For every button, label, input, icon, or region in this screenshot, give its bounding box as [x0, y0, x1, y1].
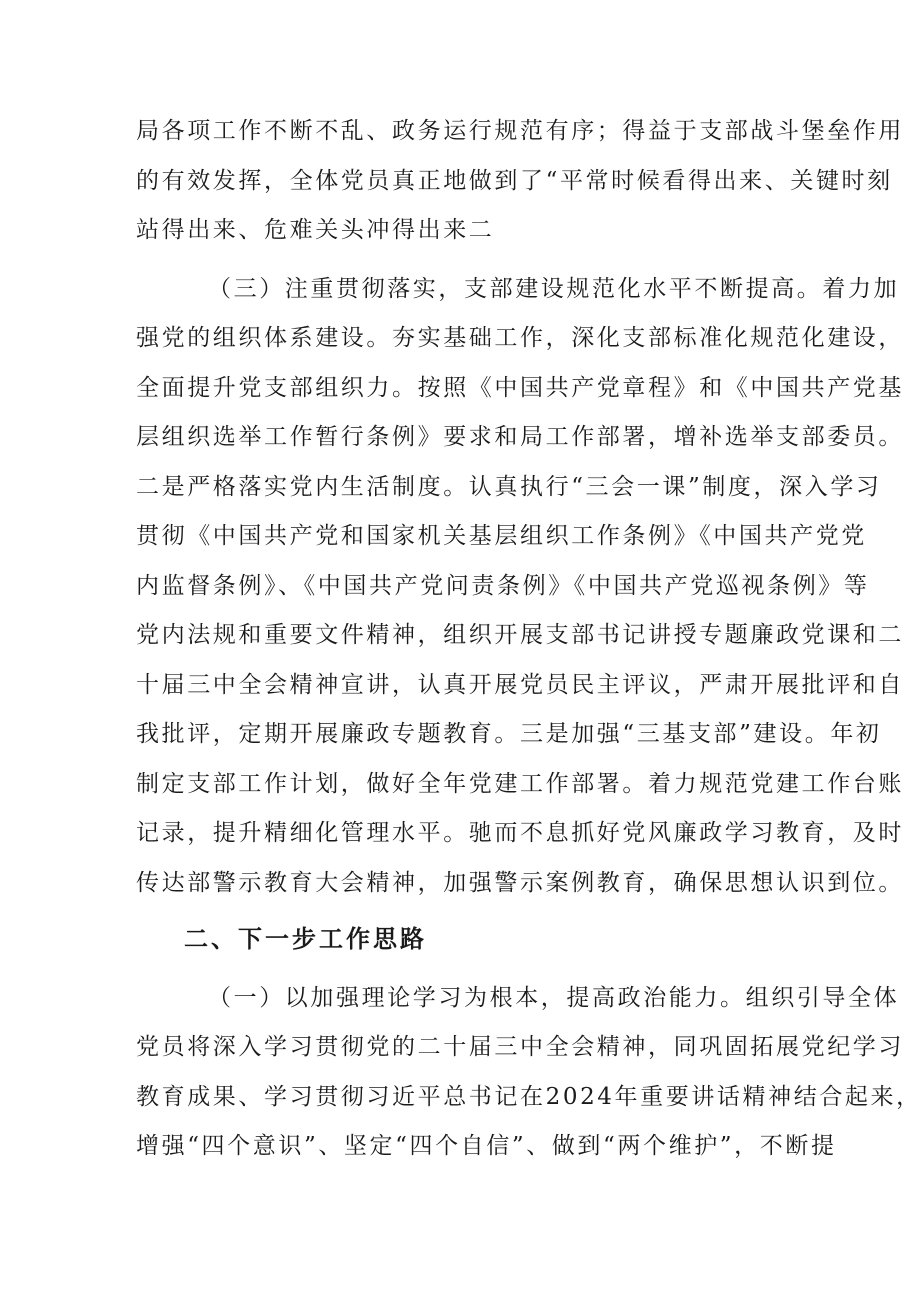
paragraph-line: 站得出来、危难关头冲得出来二 [136, 217, 495, 243]
paragraph-line: 内监督条例》、《中国共产党问责条例》《中国共产党巡视条例》等 [136, 573, 870, 599]
paragraph-line: 的有效发挥，全体党员真正地做到了“平常时候看得出来、关键时刻 [136, 168, 893, 194]
paragraph-line: 传达部警示教育大会精神，加强警示案例教育，确保思想认识到位。 [136, 870, 904, 896]
paragraph-line: （一）以加强理论学习为根本，提高政治能力。组织引导全体 [208, 985, 900, 1011]
paragraph-line: 强党的组织体系建设。夯实基础工作，深化支部标准化规范化建设， [136, 325, 904, 351]
paragraph-line: 全面提升党支部组织力。按照《中国共产党章程》和《中国共产党基 [136, 375, 904, 401]
paragraph-line: 我批评，定期开展廉政专题教育。三是加强“三基支部”建设。年初 [136, 721, 882, 747]
paragraph-line: 层组织选举工作暂行条例》要求和局工作部署，增补选举支部委员。 [136, 424, 904, 450]
paragraph-line: （三）注重贯彻落实，支部建设规范化水平不断提高。着力加 [208, 276, 900, 302]
paragraph-line: 党内法规和重要文件精神，组织开展支部书记讲授专题廉政党课和二 [136, 622, 904, 648]
paragraph-line: 教育成果、学习贯彻习近平总书记在2024年重要讲话精神结合起来， [136, 1084, 922, 1110]
paragraph-line: 十届三中全会精神宣讲，认真开展党员民主评议，严肃开展批评和自 [136, 672, 904, 698]
section-heading: 二、下一步工作思路 [184, 925, 427, 953]
paragraph-line: 增强“四个意识”、坚定“四个自信”、做到“两个维护”，不断提 [136, 1133, 837, 1159]
paragraph-line: 记录，提升精细化管理水平。驰而不息抓好党风廉政学习教育，及时 [136, 820, 904, 846]
paragraph-line: 制定支部工作计划，做好全年党建工作部署。着力规范党建工作台账 [136, 771, 904, 797]
paragraph-line: 党员将深入学习贯彻党的二十届三中全会精神，同巩固拓展党纪学习 [136, 1034, 904, 1060]
paragraph-line: 局各项工作不断不乱、政务运行规范有序；得益于支部战斗堡垒作用 [136, 118, 904, 144]
paragraph-line: 二是严格落实党内生活制度。认真执行“三会一课”制度，深入学习 [136, 474, 882, 500]
paragraph-line: 贯彻《中国共产党和国家机关基层组织工作条例》《中国共产党党 [136, 523, 867, 549]
